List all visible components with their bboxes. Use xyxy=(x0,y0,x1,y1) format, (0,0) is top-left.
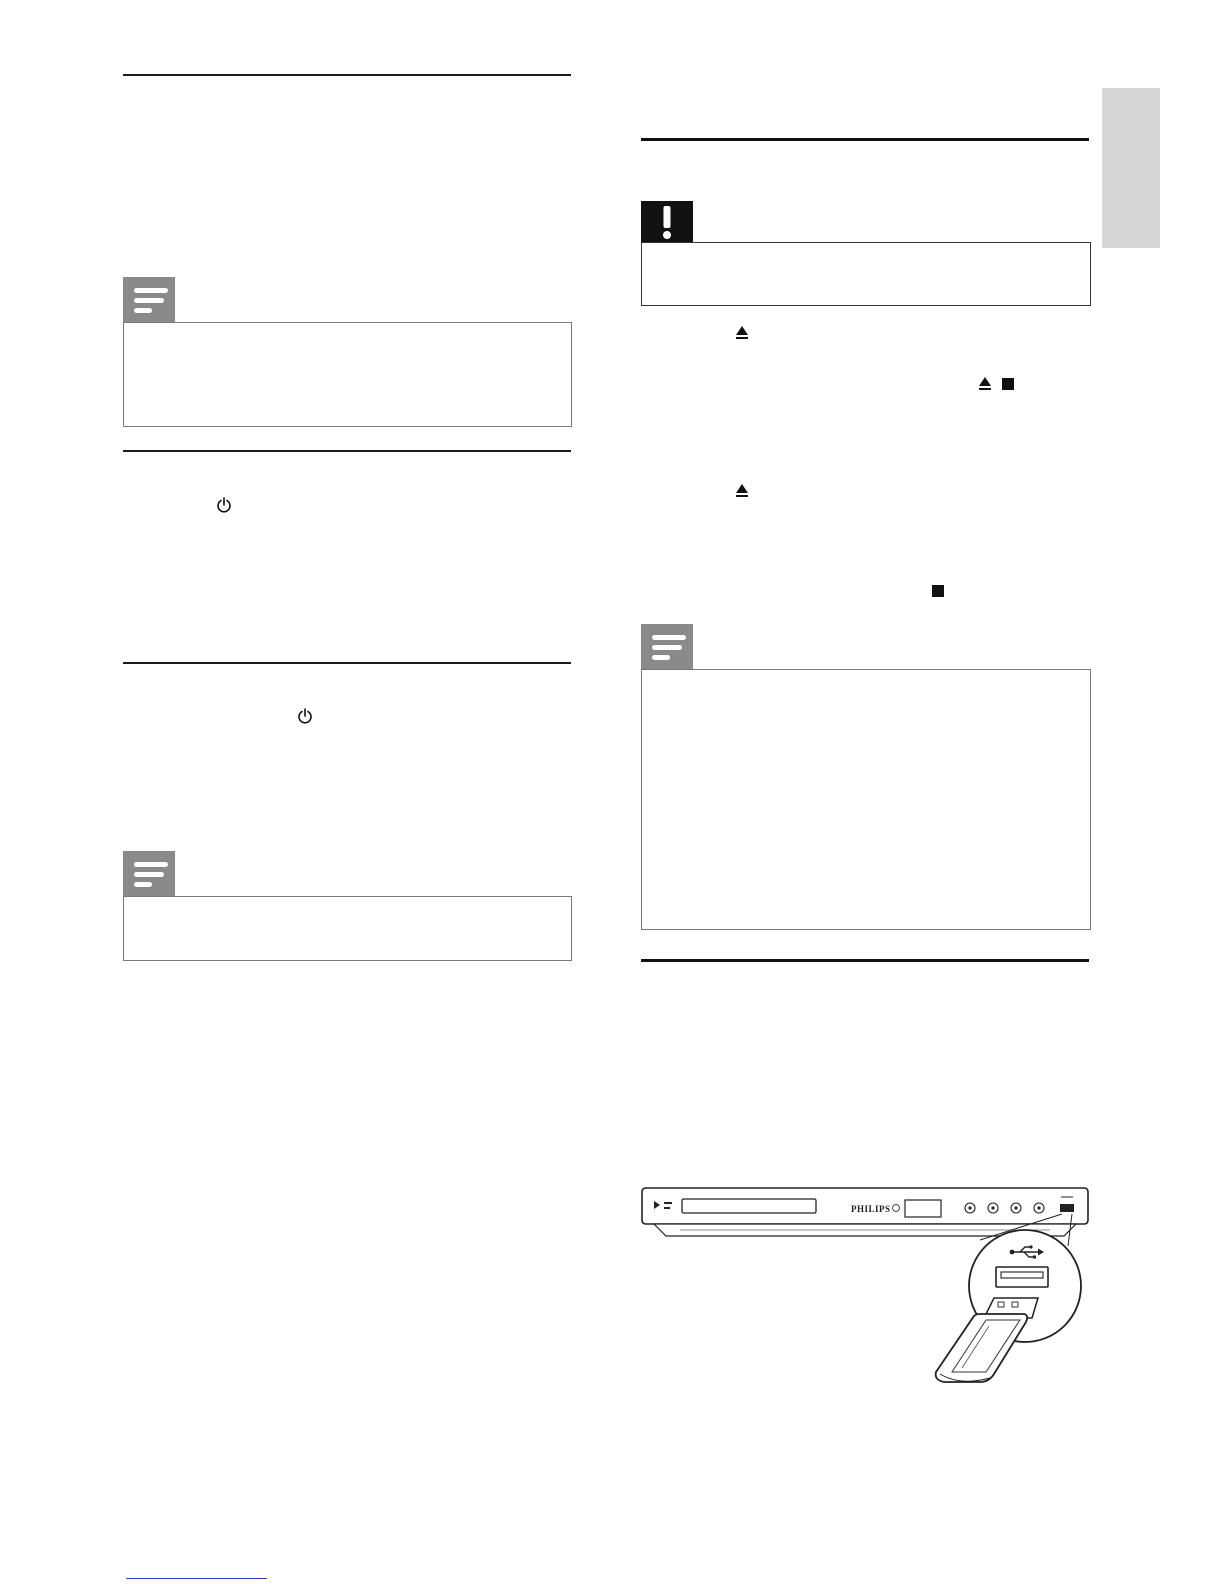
language-tab xyxy=(1102,88,1160,248)
note-box xyxy=(123,896,572,961)
eject-icon xyxy=(734,325,750,341)
caution-icon xyxy=(641,201,693,243)
stop-icon xyxy=(1000,376,1016,392)
power-icon xyxy=(297,708,313,724)
note-box xyxy=(123,322,572,427)
section-divider xyxy=(123,74,571,76)
note-icon xyxy=(641,624,693,671)
section-divider xyxy=(641,138,1089,141)
power-icon xyxy=(216,497,232,513)
note-icon xyxy=(123,851,175,898)
stop-icon xyxy=(930,583,946,599)
caution-box xyxy=(641,242,1091,306)
section-divider xyxy=(123,450,571,452)
player-usb-illustration xyxy=(640,1186,1090,1390)
eject-icon xyxy=(734,483,750,499)
note-box xyxy=(641,669,1091,930)
note-icon xyxy=(123,277,175,324)
section-divider xyxy=(123,662,571,664)
footer-link[interactable] xyxy=(126,1578,267,1579)
section-divider xyxy=(641,959,1089,962)
brand-label: PHILIPS xyxy=(851,1204,891,1214)
eject-icon xyxy=(977,376,993,392)
